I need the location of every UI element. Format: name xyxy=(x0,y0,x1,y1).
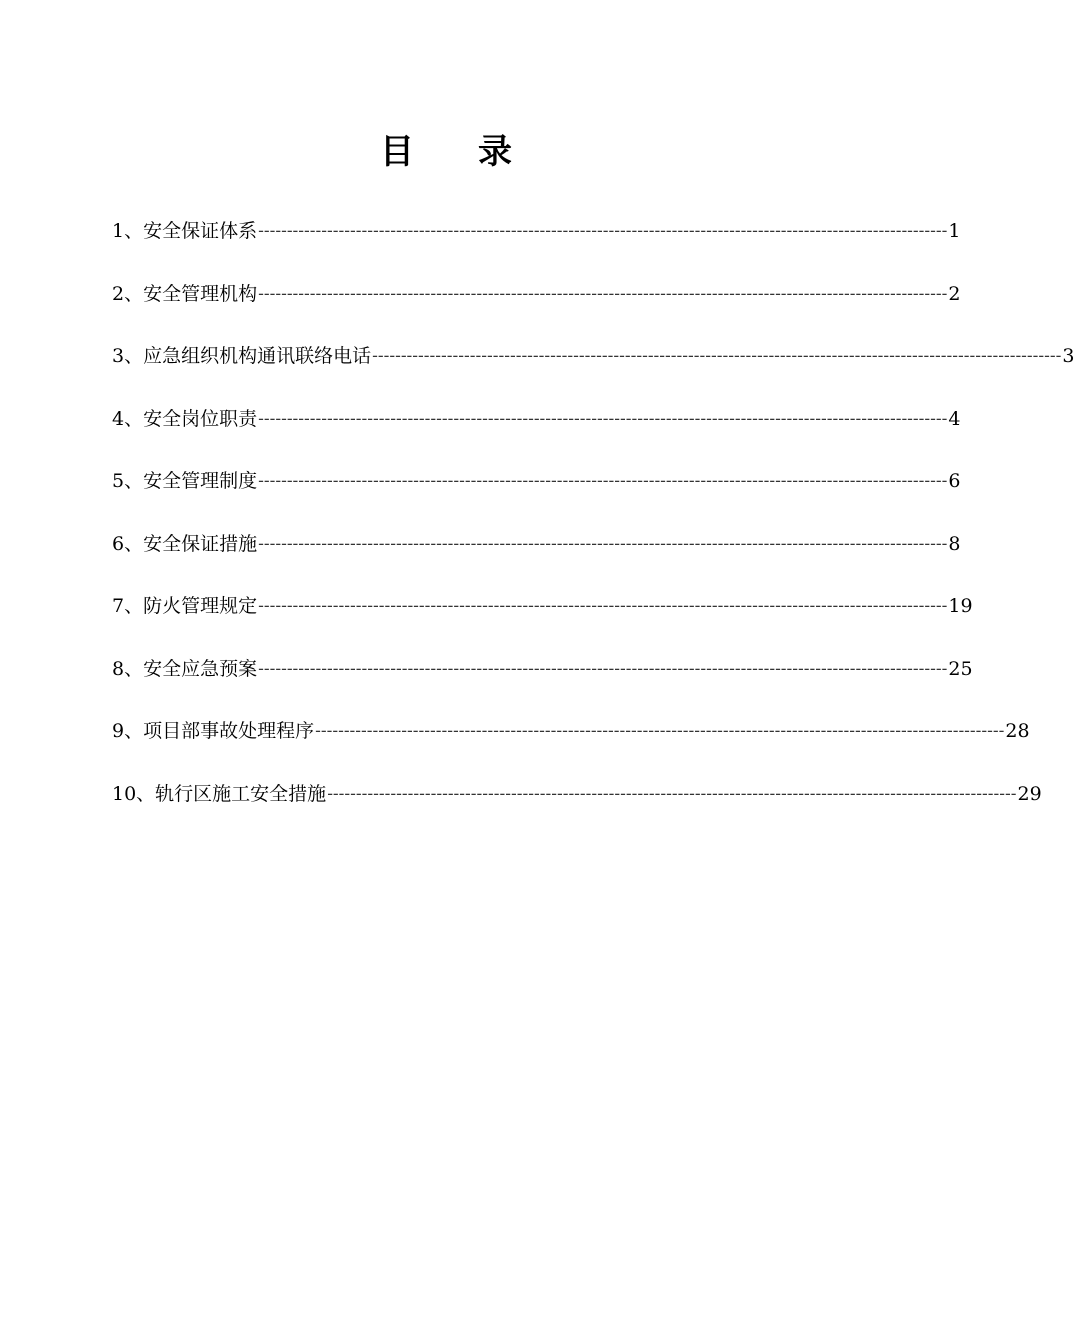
toc-dot-leader: ------------------------------------------------------------------------------------------------------------------------ xyxy=(315,721,1005,742)
toc-page-number: 28 xyxy=(1005,720,1030,743)
toc-entry[interactable] xyxy=(112,638,973,701)
toc-dot-leader: ------------------------------------------------------------------------------------------------------------------------ xyxy=(372,346,1062,367)
toc-page-number: 8 xyxy=(948,532,961,555)
toc-dot-leader: ------------------------------------------------------------------------------------------------------------------------ xyxy=(258,221,948,242)
toc-entry[interactable] xyxy=(112,325,1075,388)
table-of-contents xyxy=(112,200,1075,825)
toc-entry[interactable] xyxy=(112,450,961,513)
toc-dot-leader: ------------------------------------------------------------------------------------------------------------------------ xyxy=(258,283,948,304)
toc-dot-leader: ------------------------------------------------------------------------------------------------------------------------ xyxy=(258,471,948,492)
toc-page-number: 6 xyxy=(948,470,961,493)
toc-entry-label: 9、项目部事故处理程序 xyxy=(112,720,315,743)
toc-entry-label: 4、安全岗位职责 xyxy=(112,407,258,430)
toc-entry[interactable] xyxy=(112,700,1030,763)
toc-entry-label: 7、防火管理规定 xyxy=(112,595,258,618)
toc-page-number: 19 xyxy=(948,595,973,618)
toc-entry[interactable] xyxy=(112,263,961,326)
toc-page-number: 1 xyxy=(948,220,961,243)
toc-dot-leader: ------------------------------------------------------------------------------------------------------------------------ xyxy=(258,408,948,429)
toc-page-number: 29 xyxy=(1017,782,1042,805)
toc-entry[interactable] xyxy=(112,763,1042,826)
toc-entry-label: 2、安全管理机构 xyxy=(112,282,258,305)
page-title xyxy=(0,126,956,178)
toc-page-number: 3 xyxy=(1062,345,1075,368)
title-char-1: 目 xyxy=(380,132,478,172)
toc-entry-label: 5、安全管理制度 xyxy=(112,470,258,493)
toc-page-number: 4 xyxy=(948,407,961,430)
toc-entry[interactable] xyxy=(112,575,973,638)
toc-entry[interactable] xyxy=(112,200,961,263)
toc-entry-label: 10、轨行区施工安全措施 xyxy=(112,782,327,805)
toc-dot-leader: ------------------------------------------------------------------------------------------------------------------------ xyxy=(258,533,948,554)
toc-entry-label: 1、安全保证体系 xyxy=(112,220,258,243)
toc-page-number: 25 xyxy=(948,657,973,680)
toc-entry[interactable] xyxy=(112,513,961,576)
toc-entry-label: 6、安全保证措施 xyxy=(112,532,258,555)
toc-dot-leader: ------------------------------------------------------------------------------------------------------------------------ xyxy=(258,658,948,679)
toc-entry[interactable] xyxy=(112,388,961,451)
title-char-2: 录 xyxy=(478,132,576,172)
toc-page-number: 2 xyxy=(948,282,961,305)
toc-dot-leader: ------------------------------------------------------------------------------------------------------------------------ xyxy=(327,783,1017,804)
toc-entry-label: 3、应急组织机构通讯联络电话 xyxy=(112,345,372,368)
toc-dot-leader: ------------------------------------------------------------------------------------------------------------------------ xyxy=(258,596,948,617)
toc-entry-label: 8、安全应急预案 xyxy=(112,657,258,680)
